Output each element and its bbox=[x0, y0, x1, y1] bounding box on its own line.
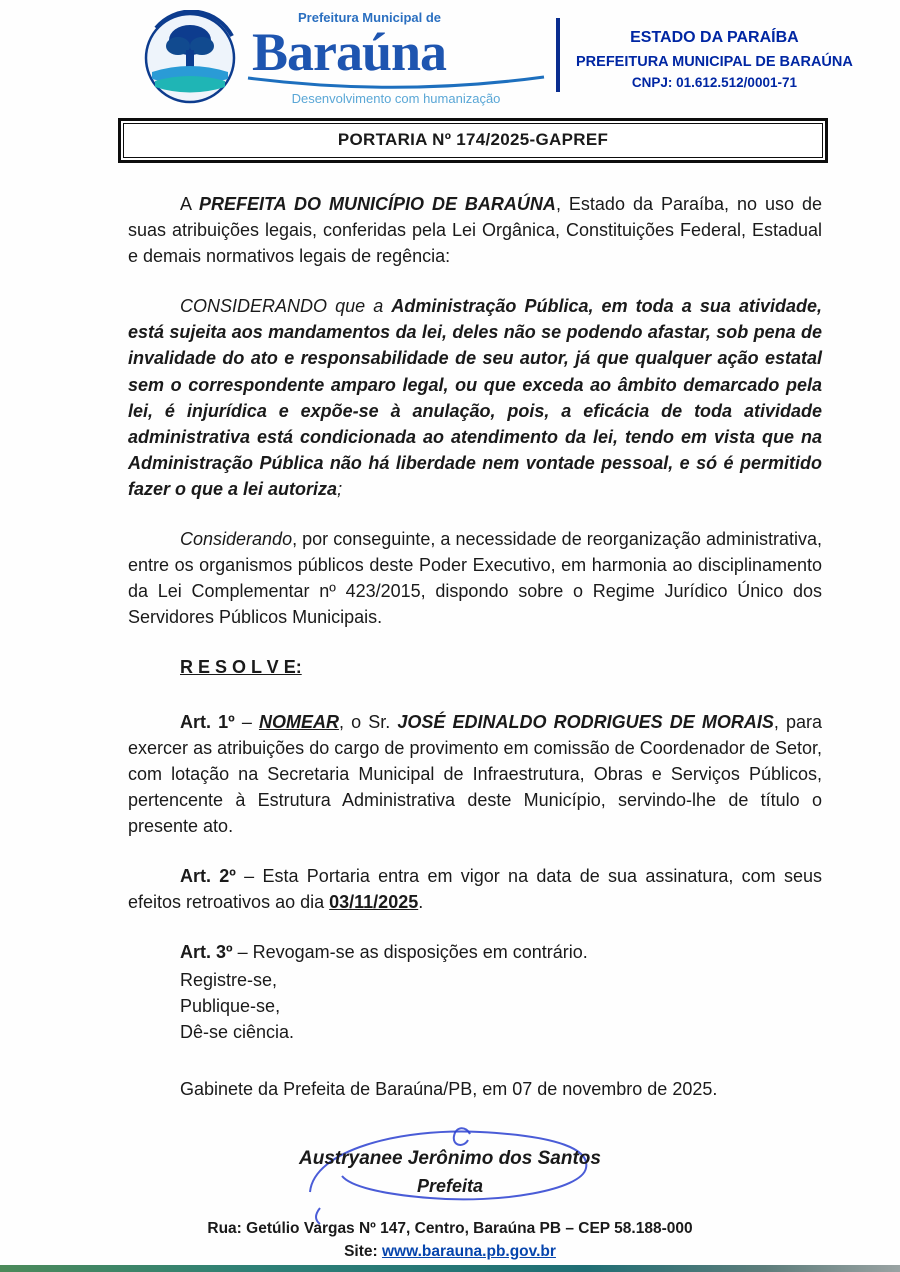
paragraph-considerando-1 bbox=[128, 293, 822, 502]
art2-rest: – Esta Portaria entra em vigor na data de sua assinatura, com seus efeitos retroativos ao dia bbox=[128, 865, 822, 913]
preamble-rest: , Estado da Paraíba, no uso de suas atribuições legais, conferidas pela Lei Orgânica, Constituições Federal, Estadual e demais normativos legais de regência: bbox=[128, 194, 822, 267]
cnpj: CNPJ: 01.612.512/0001-71 bbox=[631, 75, 797, 91]
preamble-prefix: A bbox=[180, 194, 199, 214]
municipality-name: PREFEITURA MUNICIPAL DE BARAÚNA bbox=[576, 53, 853, 70]
art1-label: Art. 1º bbox=[180, 711, 235, 732]
art3-rest: – Revogam-se as disposições em contrário. bbox=[232, 942, 588, 963]
logo-text-block bbox=[246, 10, 546, 106]
art2-label: Art. 2º bbox=[180, 865, 236, 886]
closing-line-registre: Registre-se, bbox=[180, 970, 278, 991]
considerando2-rest: , por conseguinte, a necessidade de reorganização administrativa, entre os organismos públicos deste Poder Executivo, em harmonia ao disciplinamento da Lei Complementar nº 423/2015, dispondo sobre o Regime Jurídico Único dos Servidores Públicos Municipais. bbox=[128, 529, 822, 628]
paragraph-considerando-2 bbox=[128, 526, 822, 630]
resolve-text: R E S O L V E: bbox=[180, 657, 302, 678]
closing-line-ciencia: Dê-se ciência. bbox=[180, 1022, 295, 1043]
signatory-name: Austryanee Jerônimo dos Santos bbox=[299, 1147, 601, 1169]
paragraph-art2 bbox=[128, 863, 822, 915]
footer bbox=[0, 1217, 900, 1264]
considerando-lead: CONSIDERANDO que a bbox=[180, 296, 392, 317]
logo-tagline: Desenvolvimento com humanização bbox=[291, 91, 501, 106]
document-body bbox=[0, 163, 900, 1102]
site-label: Site: bbox=[344, 1242, 382, 1260]
paragraph-art1 bbox=[128, 709, 822, 839]
art1-nomear: NOMEAR bbox=[258, 711, 339, 732]
logo-top-label: Prefeitura Municipal de bbox=[298, 10, 442, 25]
header-state-block bbox=[576, 10, 853, 94]
considerando-end: ; bbox=[337, 478, 343, 499]
document-title-box bbox=[118, 118, 828, 163]
preamble-authority: PREFEITA DO MUNICÍPIO DE BARAÚNA bbox=[199, 194, 556, 214]
scan-edge bbox=[0, 1265, 900, 1272]
handwritten-signature-icon bbox=[280, 1120, 620, 1230]
considerando-body: Administração Pública, em toda a sua atividade, está sujeita aos mandamentos da lei, deles não se podendo afastar, sob pena de invalidade do ato e responsabilidade de seu autor, já que qualquer ação estatal sem o correspondente amparo legal, ou que exceda ao âmbito demarcado pela lei, é injurídica e expõe-se à anulação, pois, a eficácia de toda atividade administrativa está condicionada ao atendimento da lei, tendo em vista que na Administração Pública não há liberdade nem vontade pessoal, e só é permitido fazer o que a lei autoriza bbox=[128, 296, 822, 499]
document-title: PORTARIA Nº 174/2025-GAPREF bbox=[123, 123, 823, 158]
considerando2-lead: Considerando bbox=[180, 529, 293, 550]
signatory-title: Prefeita bbox=[416, 1175, 484, 1196]
art1-dash: – bbox=[234, 711, 259, 732]
art1-appointee-name: JOSÉ EDINALDO RODRIGUES DE MORAIS bbox=[397, 711, 774, 732]
paragraph-preamble bbox=[128, 191, 822, 269]
resolve-heading bbox=[128, 654, 822, 680]
art1-rest: , para exercer as atribuições do cargo de provimento em comissão de Coordenador de Setor, com lotação na Secretaria Municipal de Infraestrutura, Obras e Serviços Públicos, pertencente à Estrutura Administrativa deste Município, servindo-lhe de título o presente ato. bbox=[128, 711, 822, 836]
state-name: ESTADO DA PARAÍBA bbox=[630, 29, 799, 46]
closing-line-publique: Publique-se, bbox=[180, 996, 281, 1017]
paragraph-art3 bbox=[128, 939, 822, 965]
signature-block bbox=[0, 1148, 900, 1197]
logo-name: Baraúna bbox=[252, 22, 447, 82]
art2-end: . bbox=[418, 892, 424, 913]
footer-site-line bbox=[0, 1240, 900, 1263]
place-date-line: Gabinete da Prefeita de Baraúna/PB, em 07 de novembro de 2025. bbox=[180, 1078, 718, 1099]
header-divider bbox=[556, 18, 560, 92]
footer-address: Rua: Getúlio Vargas Nº 147, Centro, Baraúna PB – CEP 58.188-000 bbox=[207, 1219, 693, 1237]
art2-date: 03/11/2025 bbox=[329, 892, 419, 913]
municipal-seal-icon bbox=[142, 10, 238, 106]
letterhead bbox=[0, 0, 900, 106]
art3-label: Art. 3º bbox=[180, 942, 233, 963]
art1-mid: , o Sr. bbox=[338, 711, 398, 732]
site-link[interactable]: www.barauna.pb.gov.br bbox=[381, 1242, 556, 1260]
